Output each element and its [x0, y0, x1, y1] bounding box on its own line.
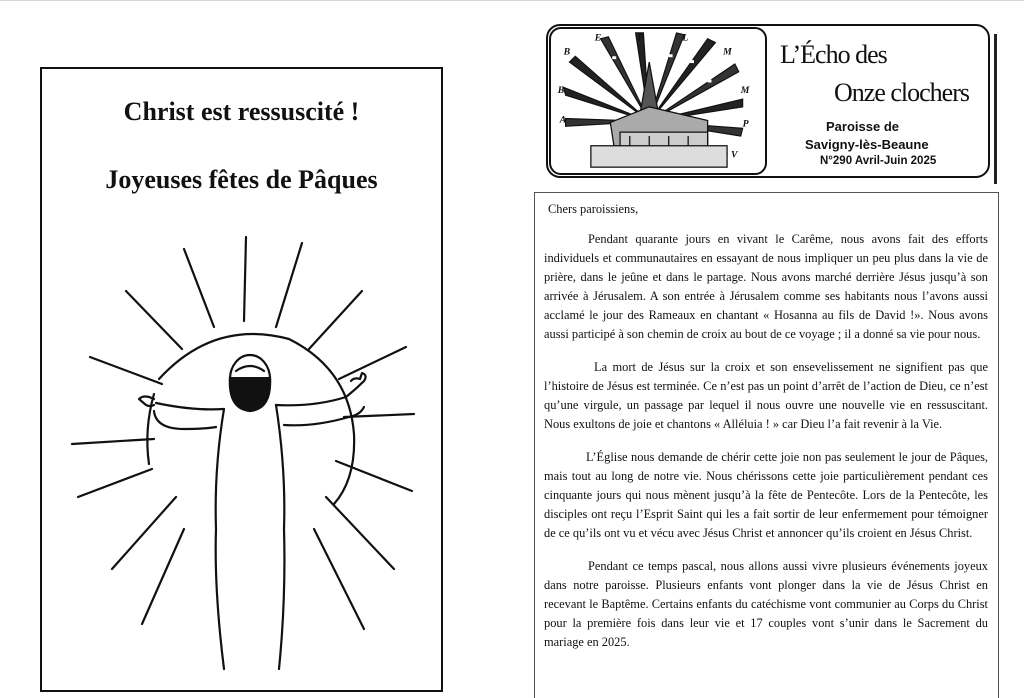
svg-text:E: E	[594, 32, 602, 44]
eleven-bell-towers-logo	[549, 27, 767, 175]
parish-name: Savigny-lès-Beaune	[805, 137, 929, 152]
svg-text:P: P	[742, 118, 749, 130]
letter-salutation: Chers paroissiens,	[548, 202, 639, 216]
newsletter-title-line1: L’Écho des	[780, 40, 887, 69]
letter-paragraph: Pendant quarante jours en vivant le Carême, nous avons fait des efforts individuels et communautaires en essayant de nous impliquer un peu plus dans la vie de prière, dans le jeûne et dans le partage. Nous avons marché derrière Jésus jusqu’à son arrivée à Jérusalem. A son entrée à Jérusalem comme ses habitants nous l’avons aussi acclamé le jour des Rameaux en chantant « Hosanna au fils de David !». Nous avons aussi participé à son chemin de croix au bout de ce voyage ; il a donné sa vie pour nous.	[544, 232, 988, 341]
issue-number: N°290 Avril-Juin 2025	[820, 155, 937, 167]
svg-text:B: B	[563, 46, 571, 58]
cover-frame	[40, 67, 443, 692]
cover-title: Christ est ressuscité !	[123, 97, 360, 126]
letter-paragraph: L’Église nous demande de chérir cette joie non pas seulement le jour de Pâques, mais tout au long de notre vie. Nous chérissons cette joie particulièrement pendant ces cinquante jours qui nous mènent jusqu’à la fête de Pentecôte. Lors de la Pentecôte, les disciples ont reçu l’Esprit Saint qui les a fait sortir de leur enfermement pour témoigner de ce qu’ils ont vu et vécu avec Jésus Christ et annoncer qu’ils croient en Jésus Christ.	[544, 450, 988, 540]
header-shadow	[994, 34, 997, 184]
svg-text:M: M	[723, 46, 732, 58]
editorial-letter	[544, 200, 988, 666]
logo-icon	[551, 29, 765, 173]
svg-text:F: F	[637, 32, 645, 44]
parish-label: Paroisse de	[826, 119, 899, 134]
letter-paragraph: La mort de Jésus sur la croix et son ensevelissement ne signifient pas que l’histoire de Jésus est terminée. Ce n’est pas un point d’arrêt de l’action de Dieu, ce n’est qu’une virgule, un passage par lequel il nous ouvre une nouvelle vie en ressuscitant. Nous exultons de joie et chantons « Alléluia ! » car Dieu l’a fait revenir à la Vie.	[544, 360, 988, 431]
letter-paragraph: Pendant ce temps pascal, nous allons aussi vivre plusieurs événements joyeux dans notre paroisse. Plusieurs enfants vont plonger dans la vie de Jésus Christ en recevant le Baptême. Certains enfants du catéchisme vont communier au Corps du Christ pour la première fois dans leur vie et 17 couples vont s’unir dans le Sacrement du mariage en 2025.	[544, 559, 988, 649]
top-divider	[0, 0, 1024, 1]
svg-text:L: L	[682, 32, 689, 44]
svg-text:M: M	[740, 85, 750, 97]
newsletter-title-line2: Onze clochers	[834, 78, 969, 107]
svg-text:A: A	[559, 114, 567, 126]
svg-text:V: V	[730, 149, 738, 161]
svg-text:B: B	[557, 85, 565, 97]
risen-christ-illustration	[64, 229, 424, 679]
cover-subtitle: Joyeuses fêtes de Pâques	[105, 165, 378, 194]
